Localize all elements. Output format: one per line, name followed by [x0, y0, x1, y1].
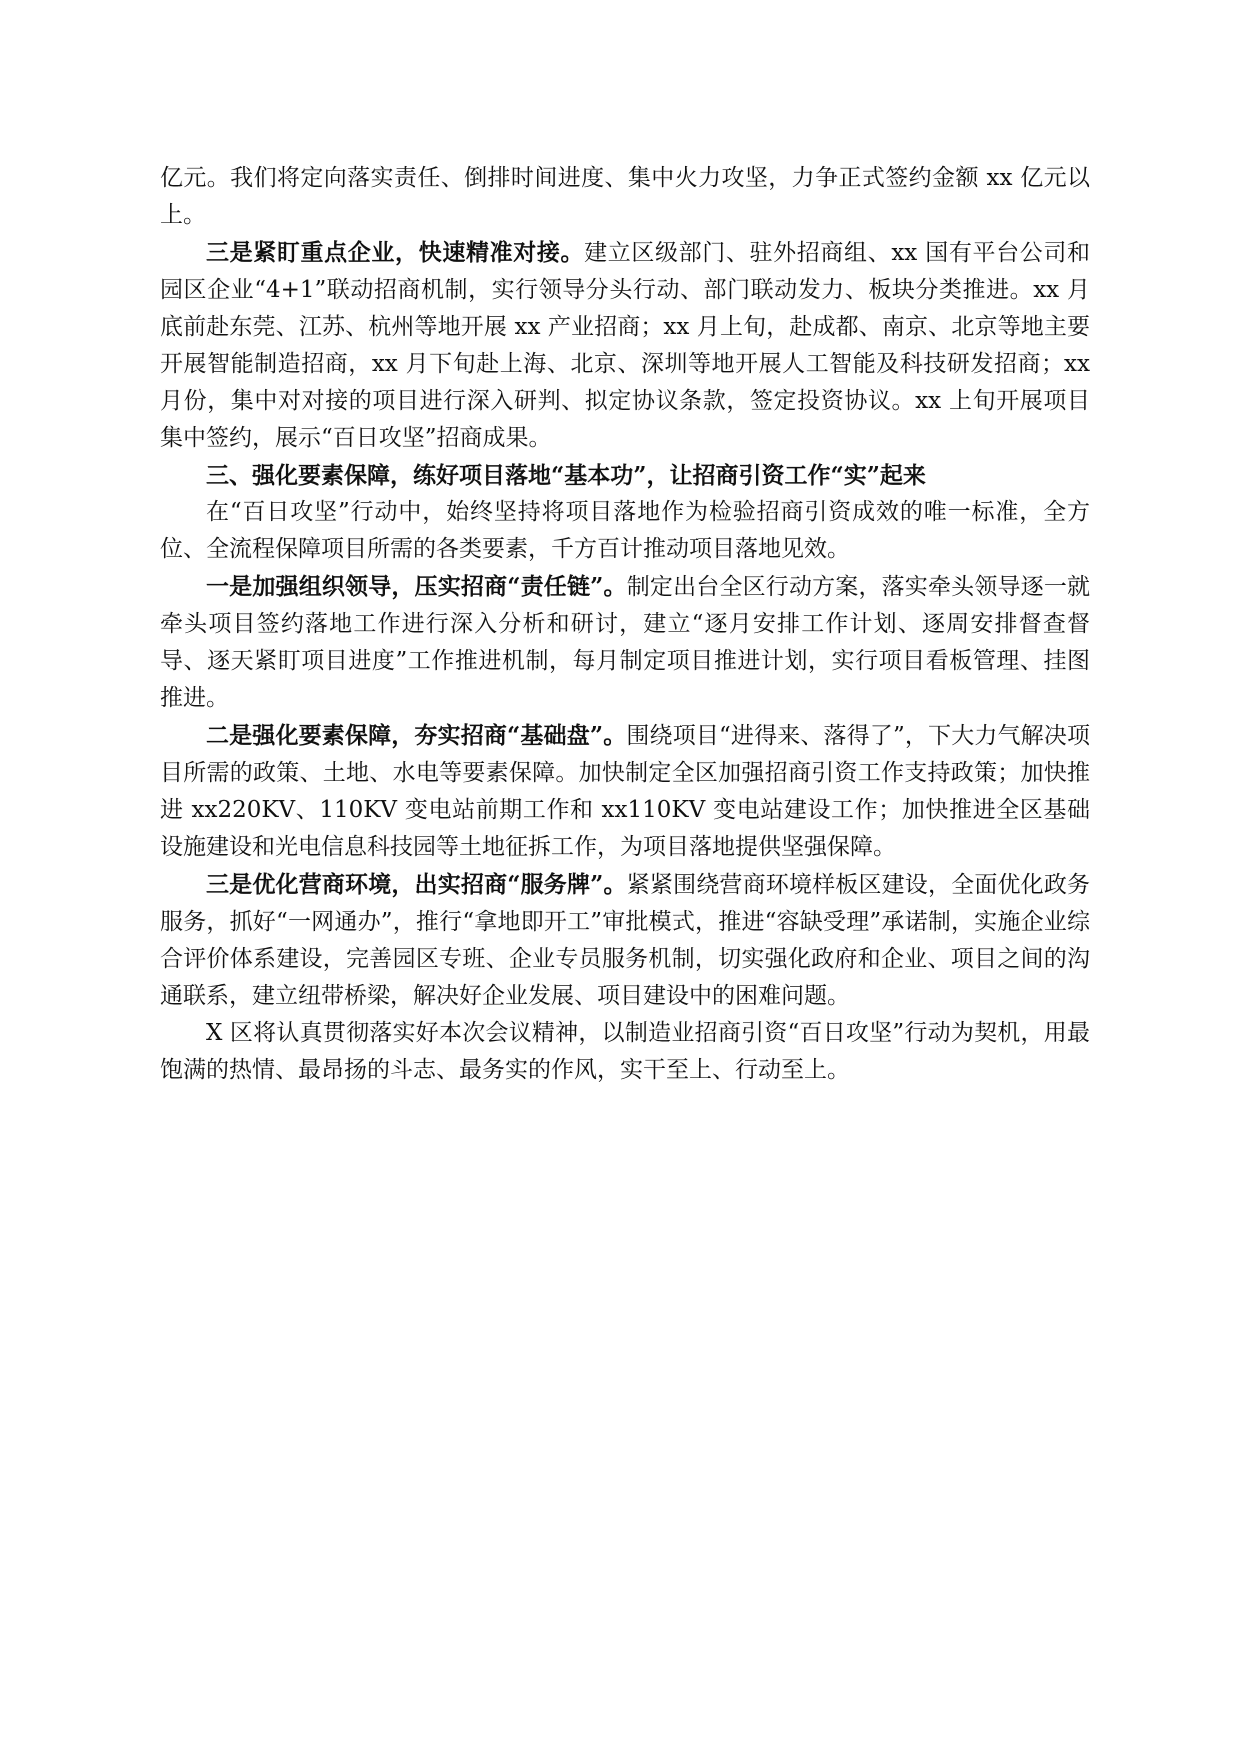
paragraph-body: 紧紧围绕营商环境样板区建设，全面优化政务服务，抓好“一网通办”，推行“拿地即开工”审批模式，推进“容缺受理”承诺制，实施企业综合评价体系建设，完善园区专班、企业专员服务机制，切实强化政府和企业、项目之间的沟通联系，建立纽带桥梁，解决好企业发展、项目建设中的困难问题。: [160, 872, 1090, 1009]
paragraph-resources: [160, 717, 1090, 866]
paragraph-conclusion: X 区将认真贯彻落实好本次会议精神，以制造业招商引资“百日攻坚”行动为契机，用最饱满的热情、最昂扬的斗志、最务实的作风，实干至上、行动至上。: [160, 1020, 1090, 1083]
paragraph-body: 制定出台全区行动方案，落实牵头领导逐一就牵头项目签约落地工作进行深入分析和研讨，建立“逐月安排工作计划、逐周安排督查督导、逐天紧盯项目进度”工作推进机制，每月制定项目推进计划，实行项目看板管理、挂图推进。: [160, 574, 1090, 711]
document-page: [160, 160, 1090, 1089]
paragraph-organization: [160, 568, 1090, 717]
paragraph-lead: 一是加强组织领导，压实招商“责任链”。: [206, 573, 627, 600]
paragraph-business-environment: [160, 866, 1090, 1015]
paragraph-lead: 二是强化要素保障，夯实招商“基础盘”。: [206, 722, 627, 749]
paragraph-key-enterprises: [160, 234, 1090, 457]
paragraph-body: 围绕项目“进得来、落得了”，下大力气解决项目所需的政策、土地、水电等要素保障。加快制定全区加强招商引资工作支持政策；加快推进 xx220KV、110KV 变电站前期工作和 xx110KV 变电站建设工作；加快推进全区基础设施建设和光电信息科技园等土地征拆工作，为项目落地提供坚强保障。: [160, 723, 1090, 860]
section-heading-3: 三、强化要素保障，练好项目落地“基本功”，让招商引资工作“实”起来: [206, 462, 926, 489]
paragraph-lead: 三是紧盯重点企业，快速精准对接。: [206, 239, 585, 266]
paragraph-continuation: 亿元。我们将定向落实责任、倒排时间进度、集中火力攻坚，力争正式签约金额 xx 亿元以上。: [160, 165, 1090, 228]
paragraph-body: 建立区级部门、驻外招商组、xx 国有平台公司和园区企业“4+1”联动招商机制，实行领导分头行动、部门联动发力、板块分类推进。xx 月底前赴东莞、江苏、杭州等地开展 xx 产业招商；xx 月上旬，赴成都、南京、北京等地主要开展智能制造招商，xx 月下旬赴上海、北京、深圳等地开展人工智能及科技研发招商；xx 月份，集中对对接的项目进行深入研判、拟定协议条款，签定投资协议。xx 上旬开展项目集中签约，展示“百日攻坚”招商成果。: [160, 240, 1090, 451]
paragraph-section-intro: 在“百日攻坚”行动中，始终坚持将项目落地作为检验招商引资成效的唯一标准，全方位、全流程保障项目所需的各类要素，千方百计推动项目落地见效。: [160, 499, 1090, 562]
paragraph-lead: 三是优化营商环境，出实招商“服务牌”。: [206, 871, 627, 898]
